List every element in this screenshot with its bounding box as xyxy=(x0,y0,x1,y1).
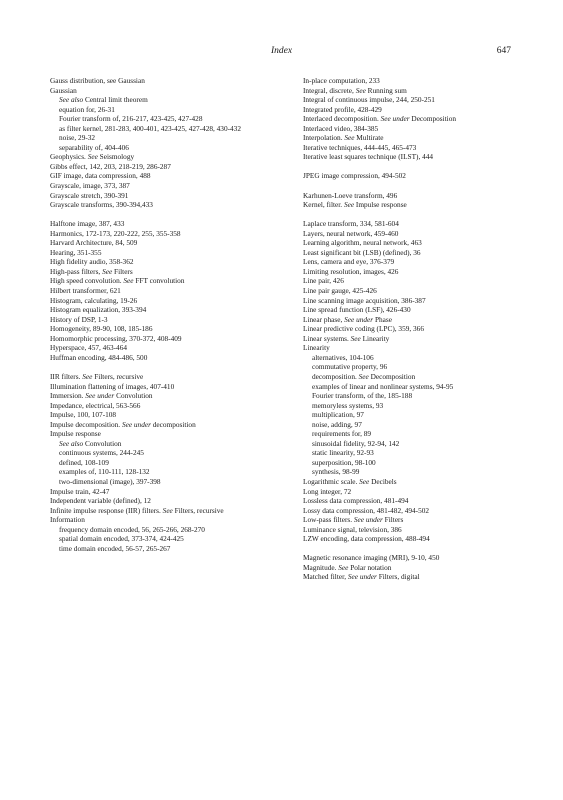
index-entry: Huffman encoding, 484-486, 500 xyxy=(50,352,148,362)
index-entry: Limiting resolution, images, 426 xyxy=(303,266,399,276)
index-entry: Layers, neural network, 459-460 xyxy=(303,228,399,238)
index-subentry: separability of, 404-406 xyxy=(59,142,129,152)
index-entry: Least significant bit (LSB) (defined), 36 xyxy=(303,247,421,257)
index-entry: Integrated profile, 428-429 xyxy=(303,104,382,114)
index-entry: Line pair, 426 xyxy=(303,276,344,286)
index-subentry: two-dimensional (image), 397-398 xyxy=(59,476,161,486)
page-number: 647 xyxy=(496,46,511,56)
index-entry: Harmonics, 172-173, 220-222, 255, 355-358 xyxy=(50,228,181,238)
index-subentry: noise, 29-32 xyxy=(59,133,96,143)
index-entry: GIF image, data compression, 488 xyxy=(50,171,151,181)
index-subentry: alternatives, 104-106 xyxy=(312,352,374,362)
index-entry: Interpolation. See Multirate xyxy=(303,133,384,143)
index-entry: Interlaced video, 384-385 xyxy=(303,123,379,133)
index-entry: Grayscale, image, 373, 387 xyxy=(50,181,130,191)
index-entry: Impulse train, 42-47 xyxy=(50,486,110,496)
index-entry: Information xyxy=(50,515,85,525)
index-entry: Immersion. See under Convolution xyxy=(50,391,153,401)
index-subentry: time domain encoded, 56-57, 265-267 xyxy=(59,543,171,553)
index-subentry: synthesis, 98-99 xyxy=(312,467,360,477)
index-entry: Line spread function (LSF), 426-430 xyxy=(303,305,411,315)
index-entry: Hyperspace, 457, 463-464 xyxy=(50,343,128,353)
index-entry: Laplace transform, 334, 581-604 xyxy=(303,219,399,229)
section-gap xyxy=(303,181,545,191)
index-entry: Harvard Architecture, 84, 509 xyxy=(50,238,138,248)
index-subentry: requirements for, 89 xyxy=(312,429,372,439)
index-entry: Kernel, filter. See Impulse response xyxy=(303,200,407,210)
section-gap xyxy=(50,362,292,372)
index-subentry: superposition, 98-100 xyxy=(312,457,376,467)
index-subentry: static linearity, 92-93 xyxy=(312,448,374,458)
index-subentry: sinusoidal fidelity, 92-94, 142 xyxy=(312,438,400,448)
index-subentry: See also Convolution xyxy=(59,438,122,448)
index-entry: Infinite impulse response (IIR) filters. See Filters, recursive xyxy=(50,505,224,515)
index-entry: Histogram, calculating, 19-26 xyxy=(50,295,138,305)
index-entry: Geophysics. See Seismology xyxy=(50,152,135,162)
index-entry: History of DSP, 1-3 xyxy=(50,314,108,324)
index-entry: Long integer, 72 xyxy=(303,486,352,496)
index-entry: Grayscale stretch, 390-391 xyxy=(50,190,129,200)
index-column-left xyxy=(50,76,292,553)
index-entry: Iterative techniques, 444-445, 465-473 xyxy=(303,142,417,152)
index-entry: Linearity xyxy=(303,343,330,353)
index-entry: Grayscale transforms, 390-394,433 xyxy=(50,200,153,210)
index-entry: Lens, camera and eye, 376-379 xyxy=(303,257,395,267)
index-entry: Lossless data compression, 481-494 xyxy=(303,496,409,506)
index-subentry: examples of linear and nonlinear systems, 94-95 xyxy=(312,381,454,391)
index-subentry: examples of, 110-111, 128-132 xyxy=(59,467,150,477)
index-subentry: Fourier transform of, 216-217, 423-425, 427-428 xyxy=(59,114,203,124)
section-gap xyxy=(303,210,545,220)
index-entry: Lossy data compression, 481-482, 494-502 xyxy=(303,505,430,515)
index-subentry: Fourier transform, of the, 185-188 xyxy=(312,391,413,401)
index-column-right xyxy=(303,76,545,582)
index-entry: Learning algorithm, neural network, 463 xyxy=(303,238,422,248)
index-subentry: defined, 108-109 xyxy=(59,457,109,467)
index-subentry: multiplication, 97 xyxy=(312,410,364,420)
index-entry: High fidelity audio, 358-362 xyxy=(50,257,134,267)
index-entry: Logarithmic scale. See Decibels xyxy=(303,476,397,486)
index-entry: Iterative least squares technique (ILST), 444 xyxy=(303,152,434,162)
index-entry: Gauss distribution, see Gaussian xyxy=(50,76,145,85)
index-entry: Linear predictive coding (LPC), 359, 366 xyxy=(303,324,424,334)
index-subentry: decomposition. See Decomposition xyxy=(312,371,416,381)
index-entry: Low-pass filters. See under Filters xyxy=(303,515,404,525)
index-entry: Illumination flattening of images, 407-410 xyxy=(50,381,175,391)
index-entry: Gibbs effect, 142, 203, 218-219, 286-287 xyxy=(50,161,171,171)
index-entry: Histogram equalization, 393-394 xyxy=(50,305,147,315)
index-entry: IIR filters. See Filters, recursive xyxy=(50,371,144,381)
index-entry: Impulse response xyxy=(50,429,101,439)
section-gap xyxy=(303,544,545,554)
index-entry: JPEG image compression, 494-502 xyxy=(303,171,406,181)
index-entry: LZW encoding, data compression, 488-494 xyxy=(303,534,430,544)
index-entry: Impedance, electrical, 563-566 xyxy=(50,400,141,410)
index-entry: Linear phase, See under Phase xyxy=(303,314,392,324)
index-subentry: memoryless systems, 93 xyxy=(312,400,384,410)
section-gap xyxy=(303,162,545,172)
index-subentry: spatial domain encoded, 373-374, 424-425 xyxy=(59,534,184,544)
index-entry: Integral of continuous impulse, 244, 250-251 xyxy=(303,95,435,105)
index-entry: Karhunen-Loeve transform, 496 xyxy=(303,190,398,200)
index-entry: Homomorphic processing, 370-372, 408-409 xyxy=(50,333,182,343)
index-entry: Hearing, 351-355 xyxy=(50,247,102,257)
index-entry: Magnetic resonance imaging (MRI), 9-10, 450 xyxy=(303,553,440,563)
index-entry: Luminance signal, television, 386 xyxy=(303,524,402,534)
index-entry: Hilbert transformer, 621 xyxy=(50,286,121,296)
index-subentry: continuous systems, 244-245 xyxy=(59,448,144,458)
index-entry: Integral, discrete, See Running sum xyxy=(303,85,407,95)
index-entry: Magnitude. See Polar notation xyxy=(303,562,392,572)
index-entry: Homogeneity, 89-90, 108, 185-186 xyxy=(50,324,153,334)
running-title: Index xyxy=(270,46,293,56)
index-entry: Line pair gauge, 425-426 xyxy=(303,286,377,296)
index-subentry: commutative property, 96 xyxy=(312,362,388,372)
index-subentry: frequency domain encoded, 56, 265-266, 268-270 xyxy=(59,524,205,534)
index-entry: Impulse decomposition. See under decomposition xyxy=(50,419,196,429)
index-subentry: See also Central limit theorem xyxy=(59,95,148,105)
index-entry: Line scanning image acquisition, 386-387 xyxy=(303,295,426,305)
index-entry: High speed convolution. See FFT convolution xyxy=(50,276,185,286)
index-entry: Independent variable (defined), 12 xyxy=(50,496,151,506)
index-subentry: as filter kernel, 281-283, 400-401, 423-425, 427-428, 430-432 xyxy=(59,123,241,133)
index-entry: Linear systems. See Linearity xyxy=(303,333,390,343)
index-entry: Halftone image, 387, 433 xyxy=(50,219,125,229)
index-entry: In-place computation, 233 xyxy=(303,76,380,85)
index-entry: Matched filter, See under Filters, digital xyxy=(303,572,420,582)
index-entry: Impulse, 100, 107-108 xyxy=(50,410,117,420)
section-gap xyxy=(50,210,292,220)
index-subentry: noise, adding, 97 xyxy=(312,419,362,429)
index-entry: High-pass filters, See Filters xyxy=(50,266,133,276)
index-subentry: equation for, 26-31 xyxy=(59,104,115,114)
index-entry: Interlaced decomposition. See under Decomposition xyxy=(303,114,457,124)
index-entry: Gaussian xyxy=(50,85,77,95)
